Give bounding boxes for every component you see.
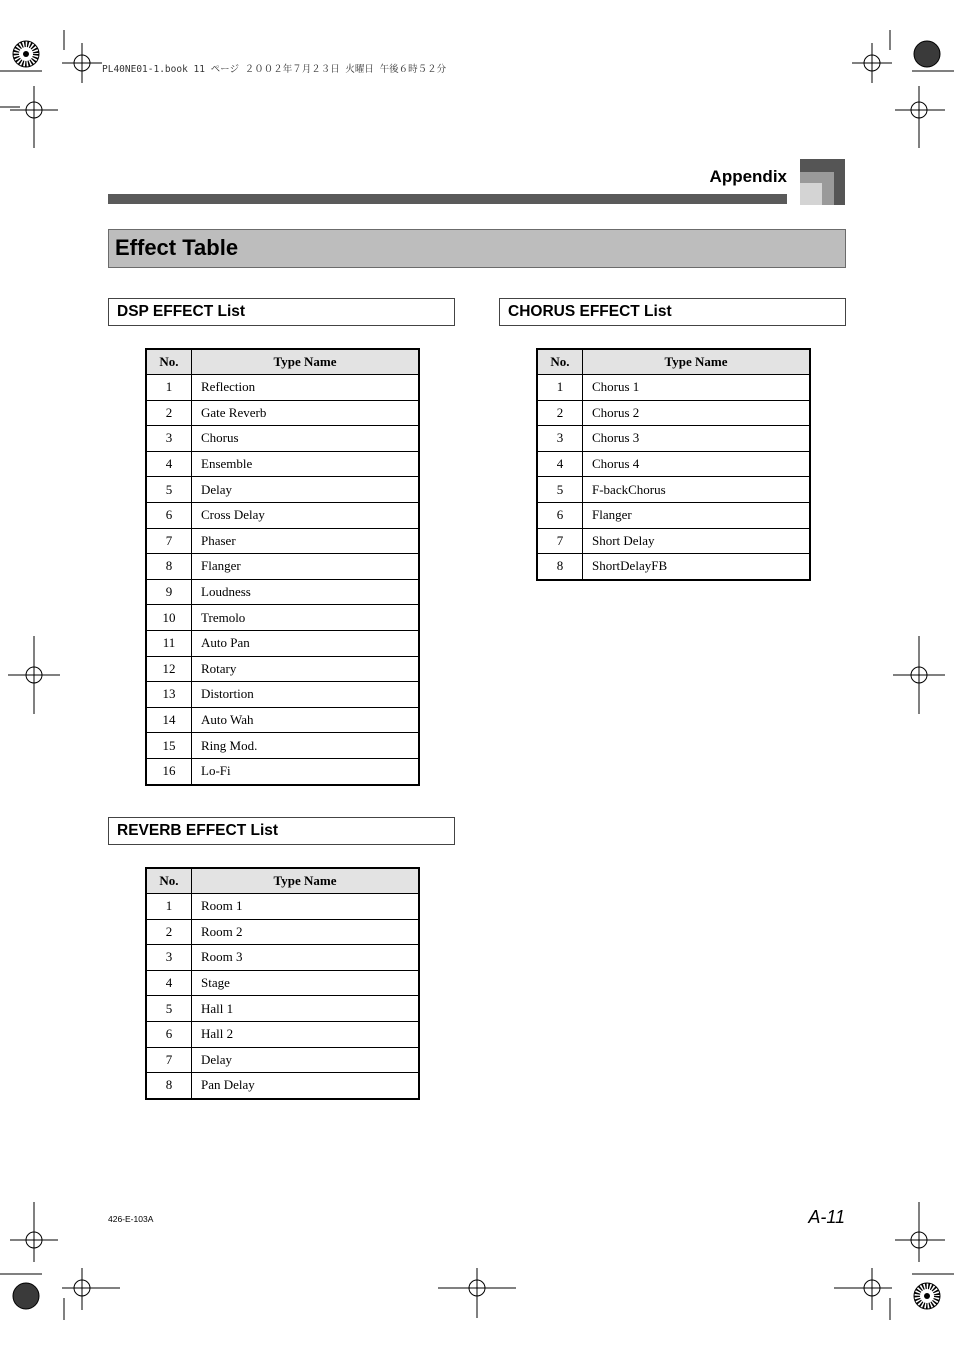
target-disc-bottom-left (13, 1283, 39, 1309)
row-number: 7 (146, 528, 192, 554)
row-number: 2 (537, 400, 583, 426)
crosshair-bottom-left (62, 1268, 120, 1310)
row-type-name: Room 1 (192, 894, 420, 920)
row-type-name: Gate Reverb (192, 400, 420, 426)
row-type-name: Lo-Fi (192, 758, 420, 784)
row-type-name: Reflection (192, 375, 420, 401)
row-number: 1 (146, 894, 192, 920)
col-type-name: Type Name (192, 868, 420, 894)
reverb-heading: REVERB EFFECT List (117, 822, 279, 839)
row-type-name: ShortDelayFB (583, 554, 811, 580)
row-number: 6 (537, 502, 583, 528)
row-type-name: Tremolo (192, 605, 420, 631)
col-type-name: Type Name (583, 349, 811, 375)
row-type-name: Stage (192, 970, 420, 996)
row-number: 8 (146, 554, 192, 580)
row-number: 10 (146, 605, 192, 631)
row-number: 4 (146, 970, 192, 996)
row-number: 16 (146, 758, 192, 784)
row-number: 14 (146, 707, 192, 733)
row-type-name: Auto Pan (192, 630, 420, 656)
row-type-name: Loudness (192, 579, 420, 605)
row-number: 5 (146, 996, 192, 1022)
target-disc-top-right (914, 41, 940, 67)
col-type-name: Type Name (192, 349, 420, 375)
row-type-name: Delay (192, 1047, 420, 1073)
row-type-name: Distortion (192, 682, 420, 708)
row-type-name: Chorus 3 (583, 426, 811, 452)
row-number: 8 (537, 554, 583, 580)
row-type-name: Flanger (583, 502, 811, 528)
row-type-name: Cross Delay (192, 502, 420, 528)
row-number: 4 (537, 451, 583, 477)
row-number: 8 (146, 1073, 192, 1099)
crosshair-right-bottom (895, 1202, 945, 1262)
row-type-name: Hall 2 (192, 1021, 420, 1047)
crosshair-left-bottom (10, 1202, 58, 1262)
crosshair-top-right (852, 43, 892, 83)
row-number: 13 (146, 682, 192, 708)
row-type-name: Chorus 2 (583, 400, 811, 426)
crosshair-bottom-right (834, 1268, 892, 1310)
row-type-name: Auto Wah (192, 707, 420, 733)
crosshair-right-top (895, 86, 945, 148)
row-number: 6 (146, 1021, 192, 1047)
crosshair-left-top (10, 86, 58, 148)
footer-code: 426-E-103A (108, 1214, 154, 1224)
col-no: No. (537, 349, 583, 375)
row-number: 3 (146, 945, 192, 971)
row-number: 3 (537, 426, 583, 452)
print-info: PL40NE01-1.book 11 ページ ２００２年７月２３日 火曜日 午後６時５２分 (102, 64, 447, 75)
row-type-name: Chorus 4 (583, 451, 811, 477)
row-type-name: Pan Delay (192, 1073, 420, 1099)
row-number: 6 (146, 502, 192, 528)
row-type-name: Short Delay (583, 528, 811, 554)
row-type-name: Delay (192, 477, 420, 503)
crosshair-right-mid (893, 636, 945, 714)
row-number: 12 (146, 656, 192, 682)
row-number: 9 (146, 579, 192, 605)
col-no: No. (146, 349, 192, 375)
row-number: 3 (146, 426, 192, 452)
row-type-name: Flanger (192, 554, 420, 580)
row-number: 1 (146, 375, 192, 401)
row-number: 7 (537, 528, 583, 554)
row-type-name: Ring Mod. (192, 733, 420, 759)
row-type-name: Hall 1 (192, 996, 420, 1022)
row-type-name: Phaser (192, 528, 420, 554)
col-no: No. (146, 868, 192, 894)
row-number: 1 (537, 375, 583, 401)
row-type-name: F-backChorus (583, 477, 811, 503)
page-number: A-11 (808, 1207, 845, 1227)
row-number: 2 (146, 919, 192, 945)
crosshair-left-mid (8, 636, 60, 714)
row-number: 2 (146, 400, 192, 426)
section-label: Appendix (709, 167, 787, 186)
row-number: 15 (146, 733, 192, 759)
crosshair-top-left (62, 43, 102, 83)
row-number: 5 (146, 477, 192, 503)
row-type-name: Chorus 1 (583, 375, 811, 401)
target-disc-top-left (13, 41, 39, 67)
row-number: 5 (537, 477, 583, 503)
row-number: 7 (146, 1047, 192, 1073)
target-disc-bottom-right (914, 1283, 940, 1309)
chorus-heading: CHORUS EFFECT List (508, 303, 672, 320)
dsp-heading: DSP EFFECT List (117, 303, 246, 320)
row-number: 4 (146, 451, 192, 477)
row-type-name: Room 2 (192, 919, 420, 945)
row-type-name: Ensemble (192, 451, 420, 477)
row-number: 11 (146, 630, 192, 656)
row-type-name: Chorus (192, 426, 420, 452)
crosshair-bottom-center (438, 1268, 516, 1318)
row-type-name: Rotary (192, 656, 420, 682)
page-title: Effect Table (115, 235, 239, 260)
row-type-name: Room 3 (192, 945, 420, 971)
